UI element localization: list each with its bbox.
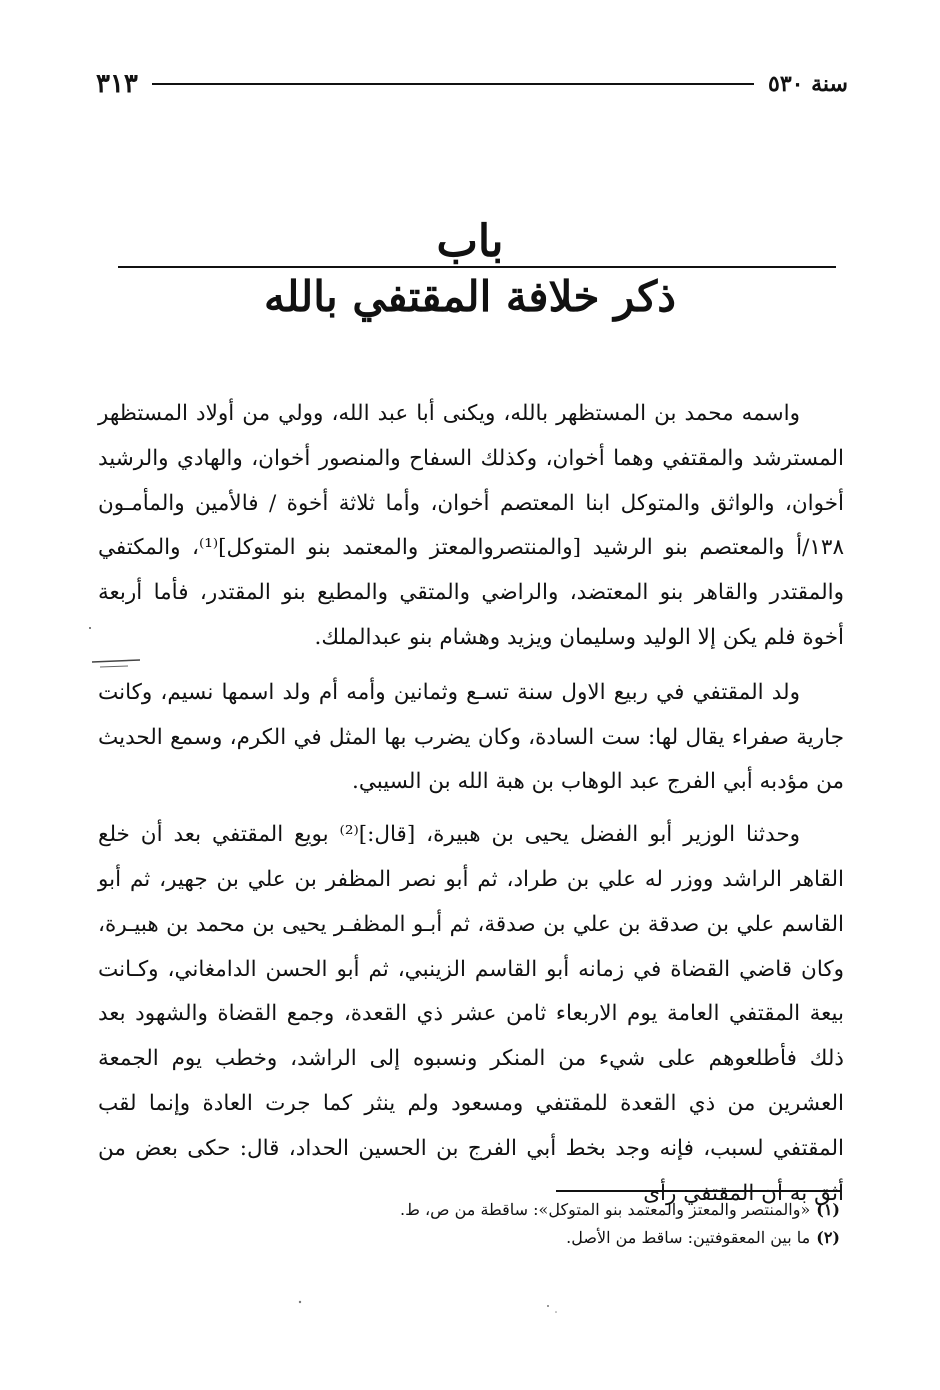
footnotes xyxy=(300,1196,840,1252)
footnote-1-text: «والمنتصر والمعتز والمعتمد بنو المتوكل»: ساقطة من ص، ط. xyxy=(400,1200,811,1219)
paragraph-2: ولد المقتفي في ربيع الاول سنة تسـع وثمانين وأمه أم ولد اسمها نسيم، وكانت جارية صفراء يقال لها: ست السادة، وكان يضرب بها المثل في الكرم، وسمع الحديث من مؤدبه أبي الفرج عبد الوهاب بن هبة الله بن السيبي. xyxy=(98,679,844,795)
chapter-label: باب xyxy=(436,216,504,267)
paragraph-3: وحدثنا الوزير أبو الفضل يحيى بن هبيرة، [قال:]⁽²⁾ بويع المقتفي بعد أن خلع القاهر الراشد ووزر له علي بن طراد، ثم أبو نصر المظفر بن علي بن جهير، ثم أبو القاسم علي بن صدقة بن علي بن صدقة، ثم أبـو المظفـر يحيى بن محمد بن هبيـرة، وكان قاضي القضاة في زمانه أبو القاسم الزينبي، ثم أبو الحسن الدامغاني، وكـانت بيعة المقتفي العامة يوم الاربعاء ثامن عشر ذي القعدة، وجمع القضاة والشهود بعد ذلك فأطلعوهم على شيء من المنكر ونسبوه إلى الراشد، وخطب يوم الجمعة العشرين من ذي القعدة للمقتفي ومسعود ولم ينثر كما جرت العادة وإنما لقب المقتفي لسبب، فإنه وجد بخط أبي الفرج بن الحسين الحداد، قال: حكى بعض من أثق به أن المقتفي رأى xyxy=(98,822,844,1206)
chapter-title: ذكر خلافة المقتفي بالله xyxy=(264,272,676,321)
body-text xyxy=(98,392,844,1226)
page-number: ٣١٣ xyxy=(96,69,138,99)
footnote-1 xyxy=(300,1196,840,1224)
footnote-1-number: (١) xyxy=(816,1200,840,1219)
header-rule xyxy=(152,83,754,85)
running-header-year: سنة ٥٣٠ xyxy=(768,71,848,97)
footnote-2 xyxy=(300,1224,840,1252)
footnote-2-text: ما بين المعقوفتين: ساقط من الأصل. xyxy=(566,1228,811,1247)
footnote-divider xyxy=(556,1190,840,1192)
chapter-divider xyxy=(118,266,836,268)
running-header xyxy=(96,64,848,104)
footnote-2-number: (٢) xyxy=(816,1228,840,1247)
paragraph-1: واسمه محمد بن المستظهر بالله، ويكنى أبا عبد الله، وولي من أولاد المستظهر المسترشد والمقتفي وهما أخوان، وكذلك السفاح والمنصور أخوان، والهادي والرشيد أخوان، والواثق والمتوكل ابنا المعتصم أخوان، وأما ثلاثة أخوة / فالأمين والمأمـون ١٣٨/أ والمعتصم بنو الرشيد [والمنتصروالمعتز والمعتمد بنو المتوكل]⁽¹⁾، والمكتفي والمقتدر والقاهر بنو المعتضد، والراضي والمتقي والمطيع بنو المقتدر، فأما أربعة أخوة فلم يكن إلا الوليد وسليمان ويزيد وهشام بنو عبدالملك. xyxy=(98,401,844,650)
